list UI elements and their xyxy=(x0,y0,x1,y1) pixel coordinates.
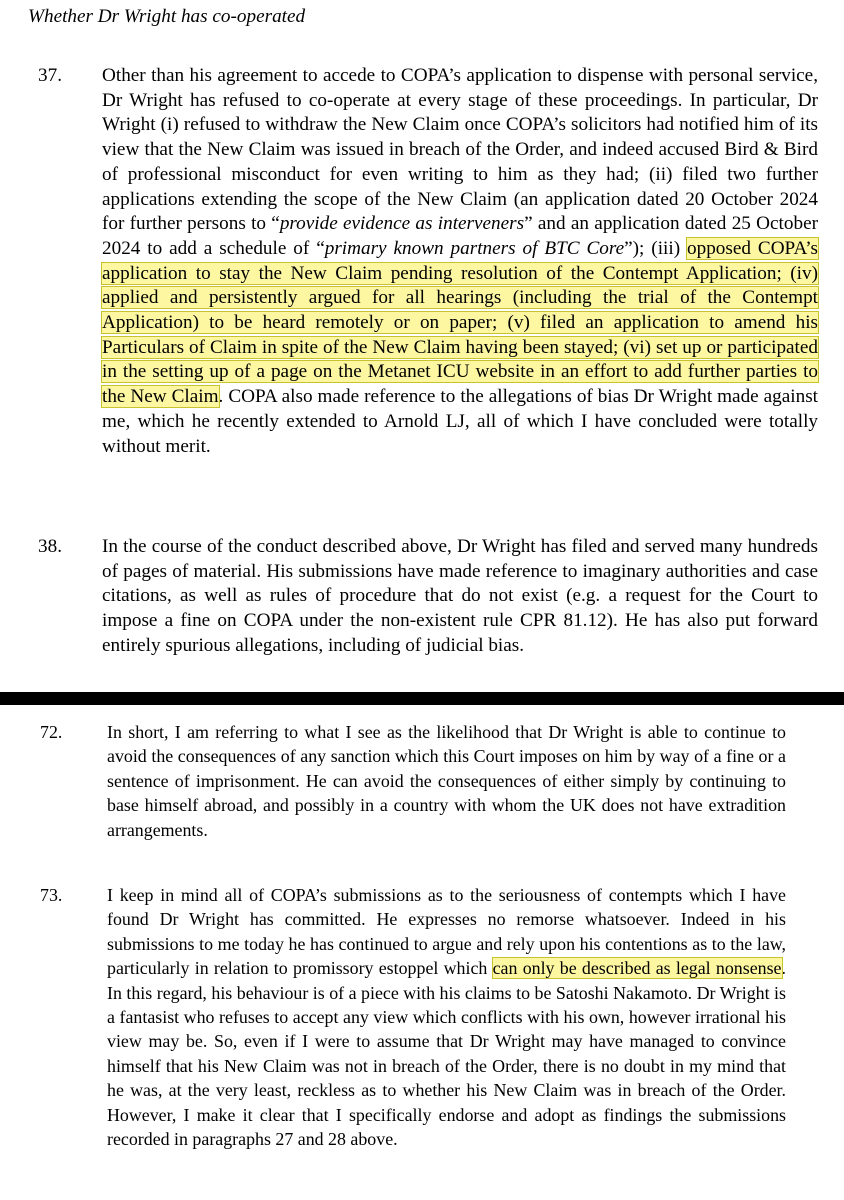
text-run: I keep in mind all of COPA’s submissions as to the seriousness of contempts which I have found Dr Wright has committed. He expresses no remorse whatsoever. Indeed in his submissions to me today he has continued to argue and rely upon his contentions as to the law, particularly in relation to promissory estoppel which xyxy=(107,885,786,979)
text-run: . COPA also made reference to the allegations of bias Dr Wright made against me, which he recently extended to Arnold LJ, all of which I have concluded were totally without merit. xyxy=(102,386,819,457)
paragraph-text xyxy=(102,64,818,459)
paragraph-text: In the course of the conduct described above, Dr Wright has filed and served many hundreds of pages of material. His submissions have made reference to imaginary authorities and case citations, as well as rules of procedure that do not exist (e.g. a request for the Court to impose a fine on COPA under the non-existent rule CPR 81.12). He has also put forward entirely spurious allegations, including of judicial bias. xyxy=(102,536,818,656)
quoted-phrase: primary known partners of BTC Core xyxy=(324,237,625,259)
paragraph-number: 38. xyxy=(38,536,62,557)
text-run: Other than his agreement to accede to COPA’s application to dispense with personal service, Dr Wright has refused to co-operate at every stage of these proceedings. In particular, Dr Wright (i) refused to withdraw the New Claim once COPA’s solicitors had notified him of its view that the New Claim was issued in breach of the Order, and indeed accused Bird & Bird of professional misconduct for even writing to him as they had; (ii) filed two further applications extending the scope of the New Claim (an application dated 20 October 2024 for further persons to “ xyxy=(102,65,818,235)
paragraph-number: 73. xyxy=(40,885,63,905)
text-run: . In this regard, his behaviour is of a piece with his claims to be Satoshi Nakamoto. Dr Wright is a fantasist who refuses to accept any view which conflicts with his own, however irrational his view may be. So, even if I were to assume that Dr Wright may have managed to convince himself that his New Claim was not in breach of the Order, there is no doubt in my mind that he was, at the very least, reckless as to whether his New Claim was in breach of the Order. However, I make it clear that I specifically endorse and adopt as findings the submissions recorded in paragraphs 27 and 28 above. xyxy=(107,958,786,1150)
paragraph-number: 37. xyxy=(38,65,62,86)
judgment-excerpt-bottom xyxy=(0,705,844,1200)
text-run: ” and an application dated 25 October 2024 to add a schedule of “ xyxy=(102,213,818,259)
section-heading: Whether Dr Wright has co-operated xyxy=(28,6,306,27)
excerpt-divider xyxy=(0,692,844,705)
paragraph-number: 72. xyxy=(40,722,63,742)
text-run: ”); (iii) xyxy=(624,237,688,259)
highlighted-text: can only be described as legal nonsense xyxy=(492,958,782,979)
quoted-phrase: provide evidence as interveners xyxy=(279,213,525,235)
paragraph-text: In short, I am referring to what I see as the likelihood that Dr Wright is able to continue to avoid the consequences of any sanction which this Court imposes on him by way of a fine or a sentence of imprisonment. He can avoid the consequences of either simply by continuing to base himself abroad, and possibly in a country with whom the UK does not have extradition arrangements. xyxy=(107,722,786,840)
paragraph-text xyxy=(107,883,786,1151)
highlighted-text: opposed COPA’s application to stay the New Claim pending resolution of the Contempt Application; (iv) applied and persistently argued for all hearings (including the trial of the Contempt Application) to be heard remotely or on paper; (v) filed an application to amend his Particulars of Claim in spite of the New Claim having been stayed; (vi) set up or participated in the setting up of a page on the Metanet ICU website in an effort to add further parties to the New Claim xyxy=(102,237,818,408)
